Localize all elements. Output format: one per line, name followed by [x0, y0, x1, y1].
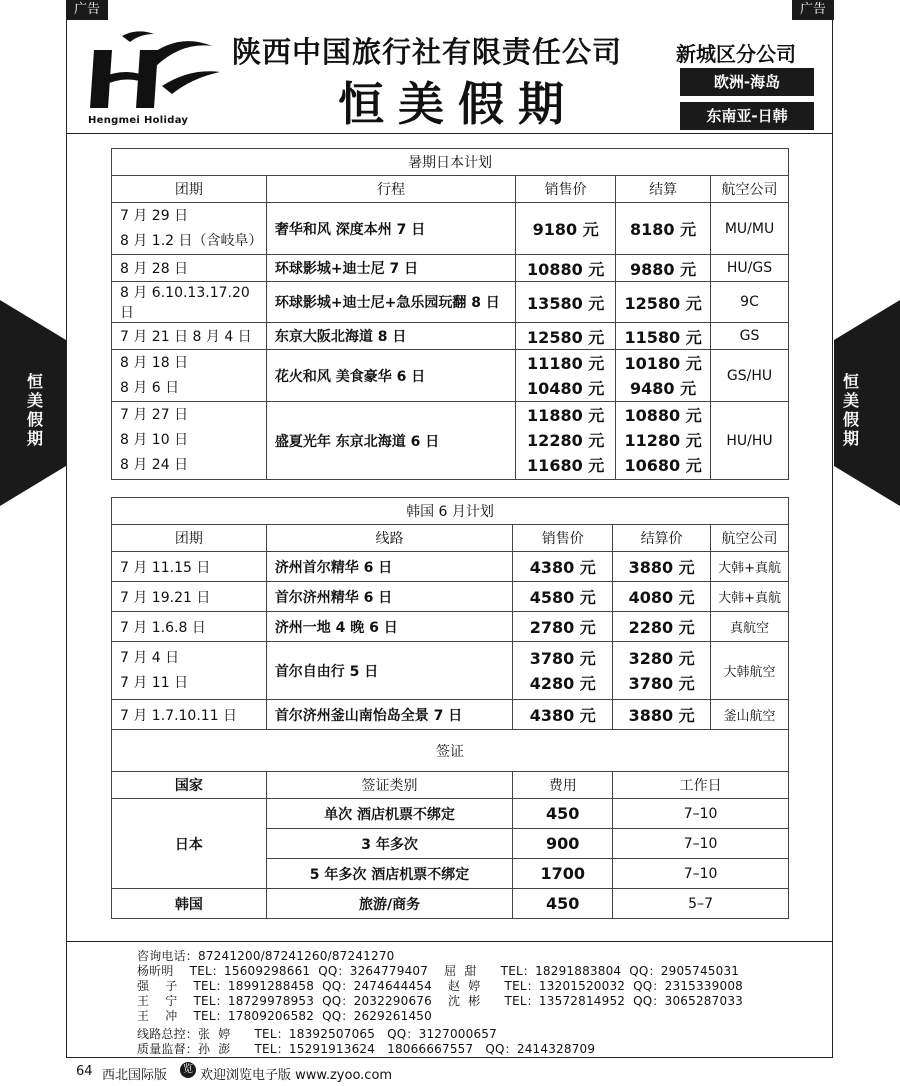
page-number: 64 — [76, 1064, 93, 1079]
contact-line: 质量监督：孙 澎 TEL：15291913624 18066667557 QQ：2414328709 — [137, 1042, 596, 1056]
contact-line: 王 冲 TEL：17809206582 QQ：2629261450 — [137, 1009, 432, 1023]
table-row: 8 月 6.10.13.17.20 日 环球影城+迪士尼+急乐园玩翻 8 日 13580 元 12580 元 9C — [112, 282, 789, 323]
japan-plan-table — [111, 148, 789, 480]
brand-title: 恒美假期 — [338, 77, 578, 131]
table-row: 7 月 1.7.10.11 日 首尔济州釜山南怡岛全景 7 日 4380 元 3880 元 釜山航空 — [112, 700, 789, 730]
contact-line: 王 宁 TEL：18729978953 QQ：2032290676 沈 彬 TEL：13572814952 QQ：3065287033 — [137, 994, 743, 1008]
table-row: 8 月 18 日 8 月 6 日 花火和风 美食豪华 6 日 11180 元 10480 元 10180 元 9480 元 GS/HU — [112, 350, 789, 402]
browse-icon: 览 — [180, 1062, 196, 1078]
col-header: 签证类别 — [266, 772, 512, 799]
col-header: 线路 — [266, 525, 512, 552]
col-header: 销售价 — [513, 525, 613, 552]
table-row: 7 月 11.15 日 济州首尔精华 6 日 4380 元 3880 元 大韩+真航 — [112, 552, 789, 582]
logo-text: Hengmei Holiday — [88, 115, 189, 126]
table-row: 8 月 28 日 环球影城+迪士尼 7 日 10880 元 9880 元 HU/GS — [112, 255, 789, 282]
contact-line: 线路总控：张 婷 TEL：18392507065 QQ：3127000657 — [137, 1027, 497, 1041]
col-header: 销售价 — [516, 176, 616, 203]
col-header: 结算 — [616, 176, 711, 203]
col-header: 工作日 — [613, 772, 789, 799]
company-name: 陕西中国旅行社有限责任公司 — [232, 35, 623, 69]
col-header: 结算价 — [613, 525, 711, 552]
col-header: 行程 — [266, 176, 515, 203]
table-row: 7 月 1.6.8 日 济州一地 4 晚 6 日 2780 元 2280 元 真航空 — [112, 612, 789, 642]
table-row: 韩国 旅游/商务 450 5–7 — [112, 889, 789, 919]
table-row: 7 月 19.21 日 首尔济州精华 6 日 4580 元 4080 元 大韩+真航 — [112, 582, 789, 612]
col-header: 费用 — [513, 772, 613, 799]
badge-europe-island: 欧洲-海岛 — [680, 68, 814, 96]
contact-line: 咨询电话：87241200/87241260/87241270 — [137, 949, 395, 963]
ad-label-right: 广告 — [792, 0, 834, 20]
col-header: 国家 — [112, 772, 267, 799]
korea-plan-table — [111, 497, 789, 919]
table-row: 3 年多次 900 7–10 — [112, 829, 789, 859]
badge-asia-japan-korea: 东南亚-日韩 — [680, 102, 814, 130]
table-row: 7 月 4 日 7 月 11 日 首尔自由行 5 日 3780 元 4280 元 3280 元 3780 元 大韩航空 — [112, 642, 789, 700]
table-row: 7 月 21 日 8 月 4 日 东京大阪北海道 8 日 12580 元 11580 元 GS — [112, 323, 789, 350]
table-row: 7 月 29 日 8 月 1.2 日（含岐阜） 奢华和风 深度本州 7 日 9180 元 8180 元 MU/MU — [112, 203, 789, 255]
footer-divider — [66, 941, 833, 942]
side-label-right: 恒 美 假 期 — [843, 372, 860, 448]
branch-name: 新城区分公司 — [676, 42, 796, 66]
table-row: 日本 单次 酒店机票不绑定 450 7–10 — [112, 799, 789, 829]
contact-line: 强 子 TEL：18991288458 QQ：2474644454 赵 婷 TEL：13201520032 QQ：2315339008 — [137, 979, 743, 993]
table-row: 7 月 27 日 8 月 10 日 8 月 24 日 盛夏光年 东京北海道 6 日 11880 元 12280 元 11680 元 10880 元 11280 元 10680 元 HU/HU — [112, 402, 789, 480]
page-source: 西北国际版 — [102, 1068, 168, 1083]
table-row: 5 年多次 酒店机票不绑定 1700 7–10 — [112, 859, 789, 889]
table-title: 暑期日本计划 — [112, 149, 789, 176]
col-header: 航空公司 — [711, 525, 789, 552]
visa-title: 签证 — [112, 730, 789, 772]
contact-line: 杨昕明 TEL：15609298661 QQ：3264779407 屈 甜 TEL：18291883804 QQ：2905745031 — [137, 964, 740, 978]
ad-label-left: 广告 — [66, 0, 108, 20]
side-label-left: 恒 美 假 期 — [27, 372, 44, 448]
col-header: 航空公司 — [711, 176, 789, 203]
col-header: 团期 — [112, 525, 267, 552]
col-header: 团期 — [112, 176, 267, 203]
website-link[interactable]: 欢迎浏览电子版 www.zyoo.com — [200, 1068, 393, 1083]
table-title: 韩国 6 月计划 — [112, 498, 789, 525]
